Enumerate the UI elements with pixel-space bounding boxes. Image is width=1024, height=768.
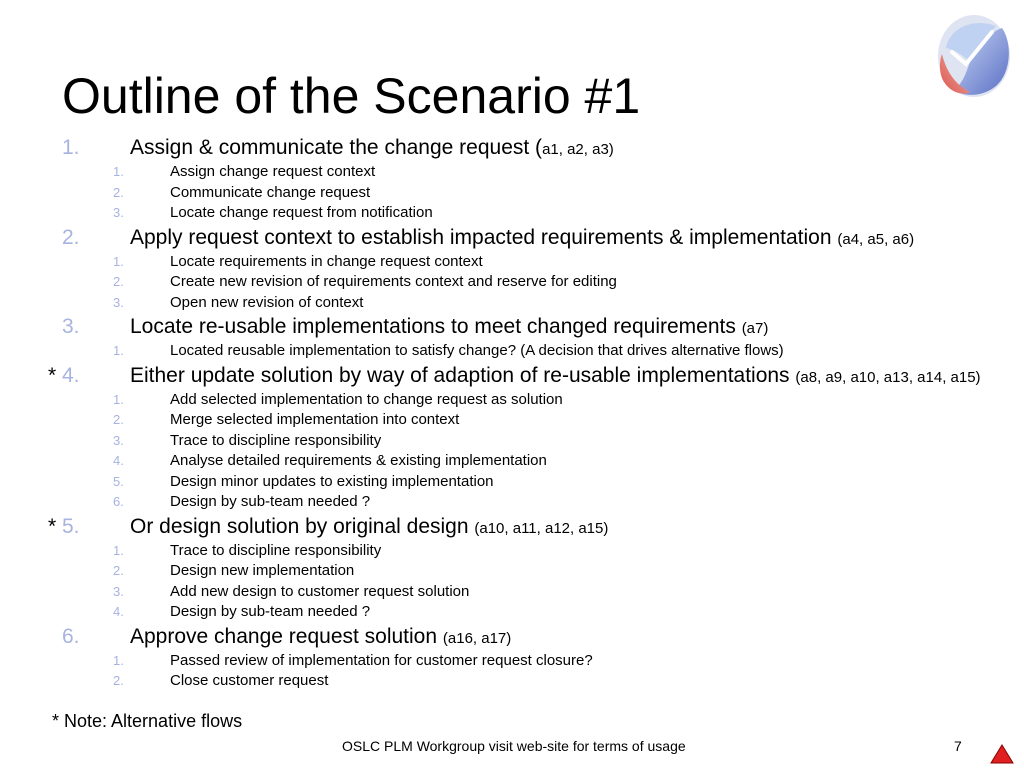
sub-item <box>0 582 1024 603</box>
outline-item <box>0 136 1024 162</box>
outline-item <box>0 364 1024 390</box>
item-refs: (a4, a5, a6) <box>837 230 915 248</box>
sub-item-number: 2. <box>113 412 124 427</box>
sub-item-text: Design new implementation <box>170 562 355 579</box>
sub-item-text: Analyse detailed requirements & existing implementation <box>170 452 547 469</box>
alternative-flow-marker: * <box>48 514 57 538</box>
sub-item <box>0 451 1024 472</box>
sub-item-text: Design minor updates to existing implementation <box>170 472 494 490</box>
sub-item-number: 1. <box>113 652 124 668</box>
item-text: Apply request context to establish impacted requirements & implementation <box>130 225 838 249</box>
sub-item-text: Assign change request context <box>170 163 376 180</box>
sub-item-number: 5. <box>113 473 124 489</box>
sub-item-text: Locate requirements in change request context <box>170 252 483 270</box>
item-refs: (a8, a9, a10, a13, a14, a15) <box>795 368 981 386</box>
sub-item <box>0 602 1024 623</box>
sub-item-number: 3. <box>113 205 124 220</box>
sub-item-number: 6. <box>113 494 124 509</box>
sub-item-number: 3. <box>113 294 124 310</box>
triangle-up-icon[interactable] <box>990 744 1014 764</box>
sub-item-number: 3. <box>113 432 124 448</box>
sub-item <box>0 472 1024 493</box>
item-number: 6. <box>62 624 80 648</box>
sub-item-number: 1. <box>113 542 124 558</box>
sub-item-number: 1. <box>113 253 124 269</box>
sub-item-text: Add new design to customer request solution <box>170 582 470 600</box>
sub-item-number: 2. <box>113 184 124 200</box>
outline-item <box>0 515 1024 541</box>
sub-item-number: 2. <box>113 673 124 688</box>
alternative-flow-marker: * <box>48 363 57 387</box>
sub-item <box>0 492 1024 513</box>
sub-item-text: Open new revision of context <box>170 293 364 311</box>
sub-item <box>0 541 1024 562</box>
sub-item-number: 2. <box>113 563 124 578</box>
sub-item <box>0 293 1024 314</box>
scenario-outline <box>0 136 1024 692</box>
sub-item <box>0 341 1024 362</box>
sub-item-text: Trace to discipline responsibility <box>170 541 382 559</box>
sub-item-text: Communicate change request <box>170 183 371 201</box>
sub-item <box>0 272 1024 293</box>
sub-item-number: 2. <box>113 274 124 289</box>
page-number: 7 <box>954 738 962 754</box>
sub-item-text: Merge selected implementation into context <box>170 411 460 428</box>
sub-item <box>0 252 1024 273</box>
item-text: Or design solution by original design <box>130 514 475 538</box>
item-number: 2. <box>62 225 80 249</box>
sub-item <box>0 561 1024 582</box>
slide-title: Outline of the Scenario #1 <box>62 68 641 124</box>
sub-item <box>0 431 1024 452</box>
outline-item <box>0 315 1024 341</box>
item-number: 4. <box>62 363 80 387</box>
item-text: Locate re-usable implementations to meet changed requirements <box>130 315 742 338</box>
alternative-flows-note: * Note: Alternative flows <box>52 711 243 731</box>
sub-item-number: 4. <box>113 453 124 468</box>
item-number: 1. <box>62 136 80 159</box>
sub-item-text: Trace to discipline responsibility <box>170 431 382 449</box>
sub-item-text: Design by sub-team needed ? <box>170 493 371 510</box>
sub-item <box>0 651 1024 672</box>
oslc-logo-icon <box>936 12 1012 100</box>
sub-item <box>0 162 1024 183</box>
sub-item <box>0 390 1024 411</box>
sub-item-number: 1. <box>113 164 124 179</box>
item-refs: (a16, a17) <box>442 629 512 647</box>
sub-item-number: 1. <box>113 391 124 407</box>
sub-item <box>0 203 1024 224</box>
sub-item-text: Passed review of implementation for customer request closure? <box>170 651 593 669</box>
item-text: Assign & communicate the change request ( <box>130 136 543 159</box>
sub-item-text: Create new revision of requirements context and reserve for editing <box>170 273 617 290</box>
item-text: Either update solution by way of adaption of re-usable implementations <box>130 363 796 387</box>
sub-item <box>0 671 1024 692</box>
sub-item-number: 4. <box>113 604 124 619</box>
footer-text: OSLC PLM Workgroup visit web-site for terms of usage <box>342 738 686 754</box>
sub-item-text: Close customer request <box>170 672 329 689</box>
item-number: 5. <box>62 514 80 538</box>
sub-item-number: 3. <box>113 583 124 599</box>
item-number: 3. <box>62 315 80 338</box>
item-text: Approve change request solution <box>130 624 443 648</box>
sub-item <box>0 410 1024 431</box>
item-refs: (a7) <box>741 320 769 337</box>
sub-item-text: Located reusable implementation to satisfy change? (A decision that drives alternative flows) <box>170 342 784 359</box>
sub-item-text: Locate change request from notification <box>170 204 433 221</box>
outline-item <box>0 625 1024 651</box>
sub-item-text: Add selected implementation to change request as solution <box>170 390 563 408</box>
item-refs: a1, a2, a3) <box>542 141 614 158</box>
item-refs: (a10, a11, a12, a15) <box>474 519 609 537</box>
sub-item-text: Design by sub-team needed ? <box>170 603 371 620</box>
sub-item-number: 1. <box>113 343 124 358</box>
outline-item <box>0 226 1024 252</box>
sub-item <box>0 183 1024 204</box>
